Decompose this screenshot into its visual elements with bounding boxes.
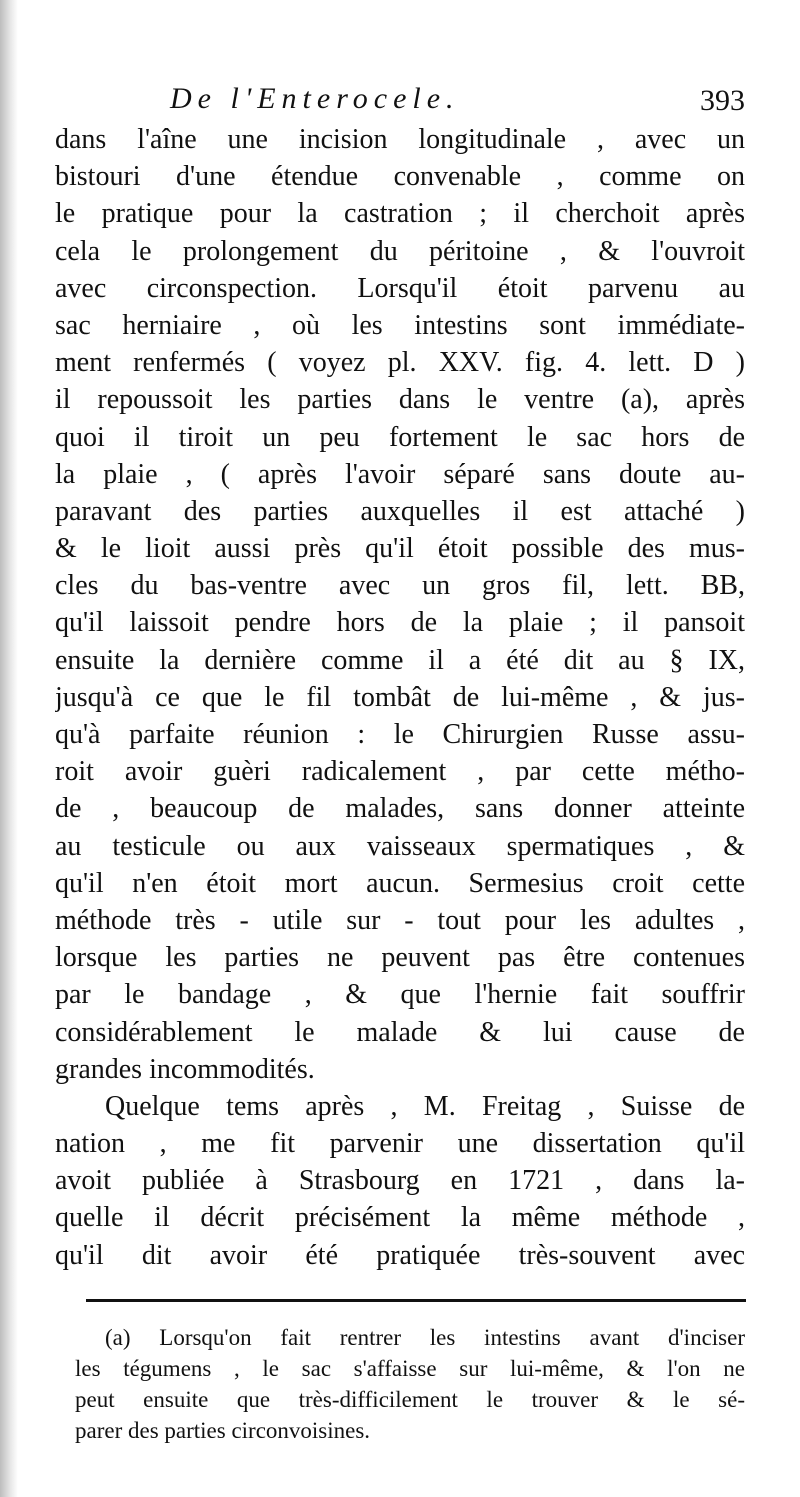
footnote (75, 1322, 745, 1446)
running-title: De l'Enterocele. (170, 82, 460, 115)
text-line: paravant des parties auxquelles il est attaché ) (55, 495, 745, 527)
text-line: quelle il décrit précisément la même méthode , (55, 1202, 745, 1234)
text-line: Quelque tems après , M. Freitag , Suisse de (105, 1090, 745, 1122)
footnote-line: parer des parties circonvoisines. (75, 1418, 371, 1443)
page-header (170, 82, 745, 122)
text-line: lorsque les parties ne peuvent pas être contenues (55, 942, 745, 974)
footnote-line: peut ensuite que très-difficilement le trouver & le sé- (75, 1387, 745, 1412)
text-line: ensuite la dernière comme il a été dit au § IX, (55, 644, 745, 676)
text-line: qu'il n'en étoit mort aucun. Sermesius croit cette (55, 867, 745, 899)
text-line: grandes incommodités. (55, 1053, 315, 1085)
text-line: méthode très - utile sur - tout pour les adultes , (55, 904, 745, 936)
text-line: qu'il laissoit pendre hors de la plaie ; il pansoit (55, 607, 745, 639)
text-line: le pratique pour la castration ; il cherchoit après (55, 198, 745, 230)
text-line: sac herniaire , où les intestins sont immédiate- (55, 309, 745, 341)
footnote-line: les tégumens , le sac s'affaisse sur lui-même, & l'on ne (75, 1356, 745, 1381)
page-number: 393 (700, 84, 745, 117)
footnote-line: (a) Lorsqu'on fait rentrer les intestins avant d'inciser (105, 1325, 745, 1350)
text-line: jusqu'à ce que le fil tombât de lui-même , & jus- (55, 681, 745, 713)
footnote-rule (86, 1299, 746, 1302)
text-line: avec circonspection. Lorsqu'il étoit parvenu au (55, 272, 745, 304)
text-line: au testicule ou aux vaisseaux spermatiques , & (55, 830, 745, 862)
text-line: ment renfermés ( voyez pl. XXV. fig. 4. lett. D ) (55, 347, 745, 379)
text-line: roit avoir guèri radicalement , par cette métho- (55, 756, 745, 788)
text-line: & le lioit aussi près qu'il étoit possible des mus- (55, 533, 745, 565)
text-line: considérablement le malade & lui cause de (55, 1016, 745, 1048)
text-line: bistouri d'une étendue convenable , comme on (55, 161, 745, 193)
text-line: nation , me fit parvenir une dissertation qu'il (55, 1128, 745, 1160)
text-line: il repoussoit les parties dans le ventre (a), après (55, 384, 745, 416)
text-line: par le bandage , & que l'hernie fait souffrir (55, 979, 745, 1011)
text-line: cela le prolongement du péritoine , & l'ouvroit (55, 235, 745, 267)
text-line: qu'à parfaite réunion : le Chirurgien Russe assu- (55, 719, 745, 750)
text-line: dans l'aîne une incision longitudinale , avec un (55, 124, 745, 155)
text-line: cles du bas-ventre avec un gros fil, lett. BB, (55, 570, 745, 602)
body-text (55, 121, 745, 1274)
text-line: avoit publiée à Strasbourg en 1721 , dans la- (55, 1165, 745, 1197)
text-line: quoi il tiroit un peu fortement le sac hors de (55, 421, 745, 453)
text-line: qu'il dit avoir été pratiquée très-souvent avec (55, 1239, 745, 1271)
text-line: de , beaucoup de malades, sans donner atteinte (55, 793, 745, 825)
text-line: la plaie , ( après l'avoir séparé sans doute au- (55, 458, 745, 490)
page-gutter-shadow (0, 0, 18, 1497)
